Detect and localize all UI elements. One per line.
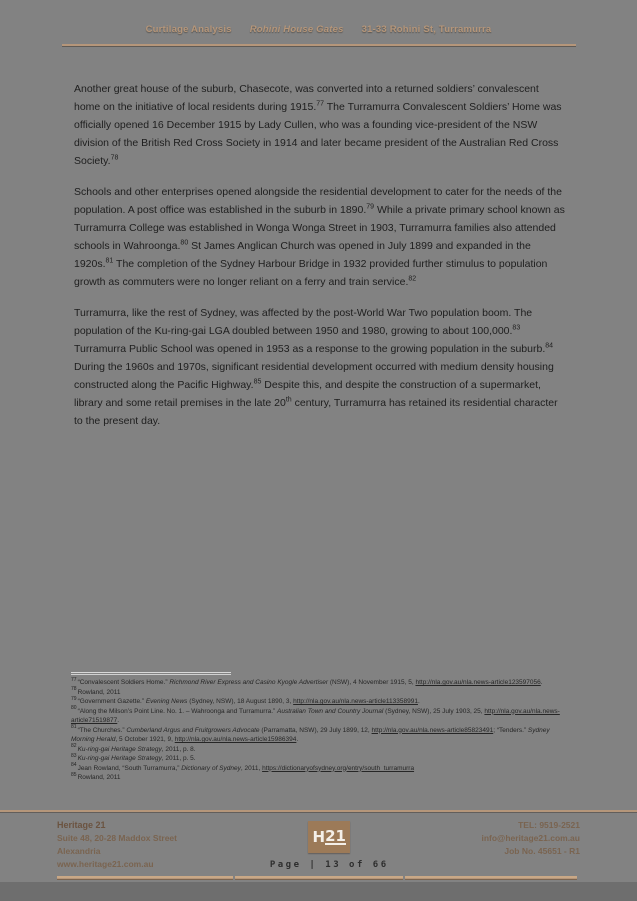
header-item-name: Rohini House Gates (249, 24, 344, 35)
logo-number: 21 (325, 827, 346, 845)
footer-center-block (270, 821, 389, 872)
paragraph-2: Schools and other enterprises opened alongside the residential development to cater for the needs of the population. A post office was established in the suburb in 1890.79 While a private primary school known as Turramurra College was established in Wonga Wonga Street in 1903, Turramurra families also attended schools in Wahroonga.$^{80}$ St James Anglican Church was opened in July 1899 and expanded in the 1920s.$^{81}$ The completion of the Sydney Harbour Bridge in 1932 provided further stimulus to population growth as commuters were no longer reliant on a ferry and train service.$^{82}$ (74, 186, 565, 288)
footer-website-link[interactable]: www.heritage21.com.au (57, 859, 154, 869)
footer-contact-block (481, 819, 580, 858)
footnote-item: $^{82}$Ku-ring-gai Heritage Strategy, 2011, p. 8. (71, 743, 196, 753)
footnote-link[interactable]: http://nla.gov.au/nla.news-article123597056 (415, 679, 541, 686)
footer-divider-bottom (57, 876, 577, 880)
footnote-number: 83 (71, 752, 77, 759)
body-text (74, 80, 566, 443)
logo-letter: H (312, 827, 326, 846)
footnote-item: $^{81}$“The Churches.” Cumberland Argus and Fruitgrowers Advocate (Parramatta, NSW), 29 July 1899, 12, http://nla.gov.au/nla.news-article85823491; “Tenders.” Sydney Morning Herald, 5 October 1921, 9, http://nla.gov.au/nla.news-article15986394. (71, 724, 550, 743)
header-divider (62, 44, 576, 46)
footnote-number: 81 (71, 724, 77, 731)
h21-logo (308, 821, 350, 853)
footnote-item: $^{80}$“Along the Milson’s Point Line. No. 1. – Wahroonga and Turramurra.” Australian Town and Country Journal (Sydney, NSW), 25 July 1903, 25, http://nla.gov.au/nla.news-article71519877. (71, 705, 560, 724)
footnote-item: $^{85}$Rowland, 2011 (71, 771, 121, 781)
page-edge-strip (0, 882, 637, 901)
footer-job-number: Job No. 45651 - R1 (504, 846, 580, 856)
footnote-number: 80 (71, 705, 77, 712)
footnote-number: 77 (71, 676, 77, 683)
footnotes-section (71, 672, 571, 783)
footer-address-line1: Suite 48, 20-28 Maddox Street (57, 833, 177, 843)
paragraph-3: Turramurra, like the rest of Sydney, was affected by the post-World War Two population boom. The population of the Ku-ring-gai LGA doubled between 1950 and 1980, growing to about 100,000.83 Turramurra Public School was opened in 1953 as a response to the growing population in the suburb.$^{84}$ During the 1960s and 1970s, significant residential development occurred with medium density housing constructed along the Pacific Highway.$^{85}$ Despite this, and despite the construction of a supermarket, library and some retail premises in the late 20th century, Turramurra has retained its residential character to the present day. (74, 307, 558, 427)
footer-telephone: TEL: 9519-2521 (518, 820, 580, 830)
footnote-link[interactable]: http://nla.gov.au/nla.news-article15986394 (174, 736, 297, 743)
footnote-list (71, 678, 571, 783)
footnote-item: $^{83}$Ku-ring-gai Heritage Strategy, 2011, p. 5. (71, 752, 196, 762)
footnote-link[interactable]: http://nla.gov.au/nla.news-article85823491 (371, 726, 494, 734)
footnote-number: 85 (71, 771, 77, 778)
footnote-number: 78 (71, 686, 77, 693)
footnote-number: 84 (71, 762, 77, 769)
footnote-item: $^{78}$Rowland, 2011 (71, 686, 121, 696)
footnote-number: 82 (71, 743, 77, 750)
page-number-indicator: Page | 13 of 66 (269, 860, 389, 870)
footnote-item: $^{79}$“Government Gazette.” Evening News (Sydney, NSW), 18 August 1890, 3, http://nla.gov.au/nla.news-article113358991. (71, 695, 420, 705)
footer-company-name: Heritage 21 (57, 820, 106, 830)
footnote-link[interactable]: https://dictionaryofsydney.org/entry/south_turramurra (262, 764, 415, 772)
footer-address-line2: Alexandria (57, 846, 101, 856)
footer-divider-top (0, 810, 637, 812)
footnote-separator (71, 672, 231, 675)
footnote-link[interactable]: http://nla.gov.au/nla.news-article71519877 (71, 707, 560, 724)
paragraph-1: Another great house of the suburb, Chasecote, was converted into a returned soldiers’ convalescent home on the initiative of local residents during 1915.77 The Turramurra Convalescent Soldiers’ Home was officially opened 16 December 1915 by Lady Cullen, who was a founding vice-president of the NSW division of the British Red Cross Society in 1914 and later became president of the Australian Red Cross Society.$^{78}$ (74, 83, 562, 167)
page-footer (0, 816, 637, 876)
page-header (0, 24, 637, 35)
footer-company-block (57, 819, 177, 871)
footnote-item: $^{84}$Jean Rowland, “South Turramurra,” Dictionary of Sydney, 2011, https://dictionaryofsydney.org/entry/south_turramurra (71, 762, 415, 772)
footnote-link[interactable]: http://nla.gov.au/nla.news-article113358991 (293, 698, 418, 705)
footer-email-link[interactable]: info@heritage21.com.au (481, 833, 580, 843)
footnote-number: 79 (71, 695, 77, 702)
footnote-item: $^{77}$“Convalescent Soldiers Home.” Richmond River Express and Casino Kyogle Advertiser (NSW), 4 November 1915, 5, http://nla.gov.au/nla.news-article123597056. (71, 676, 543, 686)
header-address: 31-33 Rohini St, Turramurra (361, 24, 492, 35)
header-doc-type: Curtilage Analysis (145, 24, 232, 35)
